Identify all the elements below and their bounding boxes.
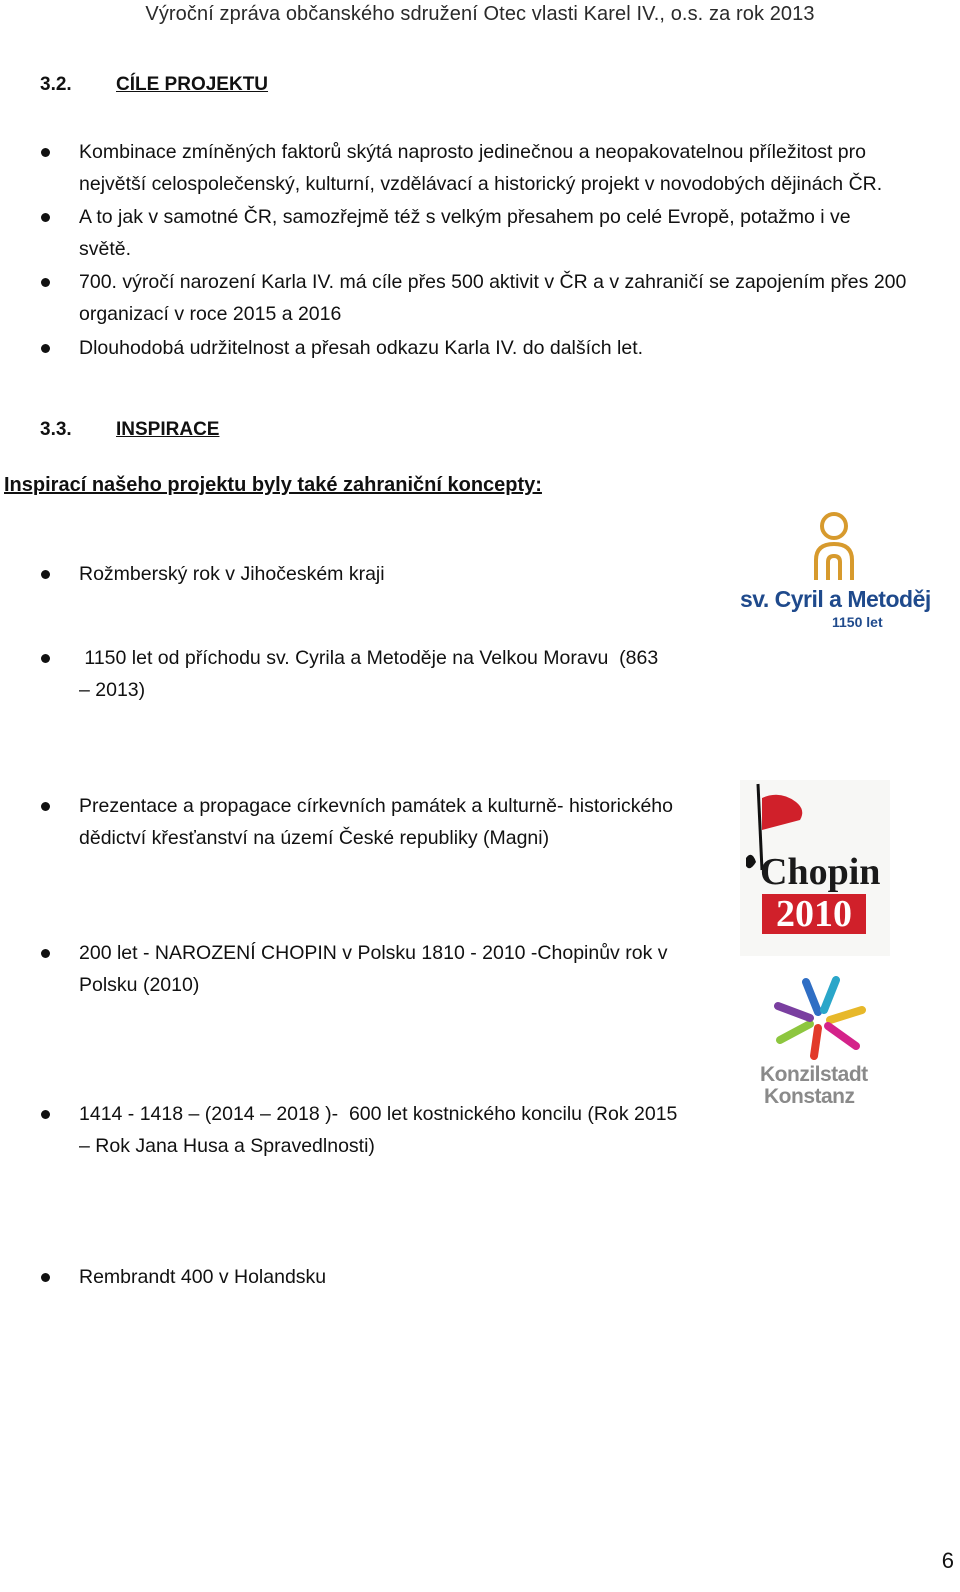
list-item-text: Dlouhodobá udržitelnost a přesah odkazu Karla IV. do dalších let. [79, 337, 644, 359]
bullet-dot [41, 278, 50, 287]
list-item-text: Kombinace zmíněných faktorů skýtá naprosto jedinečnou a neopakovatelnou příležitost pro [79, 141, 866, 163]
section-subtitle: Inspirací našeho projektu byly také zahraniční koncepty: [4, 474, 542, 496]
chopin-logo-year: 2010 [776, 893, 852, 935]
cyril-metodej-logo [736, 508, 936, 636]
bullet-dot [41, 344, 50, 353]
list-item-text: největší celospolečenský, kulturní, vzdělávací a historický projekt v novodobých dějinách ČR. [79, 173, 883, 195]
list-item-text: dědictví křesťanství na území České republiky (Magni) [79, 827, 550, 849]
chopin-logo-text: Chopin [760, 851, 881, 893]
list-item-text: 1414 - 1418 – (2014 – 2018 )- 600 let kostnického koncilu (Rok 2015 [79, 1103, 678, 1125]
list-item-text: Prezentace a propagace církevních památek a kulturně- historického [79, 795, 673, 817]
bullet-dot [41, 1110, 50, 1119]
bullet-dot [41, 148, 50, 157]
chopin-2010-logo [740, 780, 890, 956]
bullet-dot [41, 570, 50, 579]
bullet-dot [41, 213, 50, 222]
list-item-text: 1150 let od příchodu sv. Cyrila a Metoděje na Velkou Moravu (863 [79, 647, 659, 669]
list-item-text: organizací v roce 2015 a 2016 [79, 303, 342, 325]
section-number: 3.2. [40, 74, 72, 95]
bullet-dot [41, 949, 50, 958]
list-item-text: Polsku (2010) [79, 974, 200, 996]
list-item-text: světě. [79, 238, 132, 260]
list-item-text: Rožmberský rok v Jihočeském kraji [79, 563, 385, 585]
section-heading-inspiration [0, 419, 960, 445]
document-header: Výroční zpráva občanského sdružení Otec vlasti Karel IV., o.s. za rok 2013 [145, 3, 815, 25]
cyril-logo-subtext: 1150 let [832, 614, 883, 630]
section-title: CÍLE PROJEKTU [116, 74, 269, 95]
list-item-text: 700. výročí narození Karla IV. má cíle přes 500 aktivit v ČR a v zahraničí se zapojením přes 200 [79, 271, 907, 293]
konstanz-logo-line2: Konstanz [764, 1085, 855, 1108]
konstanz-logo-line1: Konzilstadt [760, 1063, 868, 1086]
list-item-text: 200 let - NAROZENÍ CHOPIN v Polsku 1810 - 2010 -Chopinův rok v [79, 942, 668, 964]
bullet-dot [41, 1273, 50, 1282]
chopin-year-block [762, 894, 866, 934]
list-item-text: A to jak v samotné ČR, samozřejmě též s velkým přesahem po celé Evropě, potažmo i ve [79, 206, 851, 228]
bullet-dot [41, 802, 50, 811]
konzilstadt-konstanz-logo [758, 976, 888, 1112]
section-heading-goals [0, 74, 960, 100]
section-number: 3.3. [40, 419, 72, 440]
list-item-text: Rembrandt 400 v Holandsku [79, 1266, 327, 1288]
page-number: 6 [941, 1548, 954, 1573]
cyril-logo-text: sv. Cyril a Metoděj [740, 586, 931, 612]
list-item-text: – Rok Jana Husa a Spravedlnosti) [79, 1135, 375, 1157]
bullet-dot [41, 654, 50, 663]
konstanz-star-icon [758, 976, 888, 1060]
section-title: INSPIRACE [116, 419, 220, 440]
list-item-text: – 2013) [79, 679, 146, 701]
